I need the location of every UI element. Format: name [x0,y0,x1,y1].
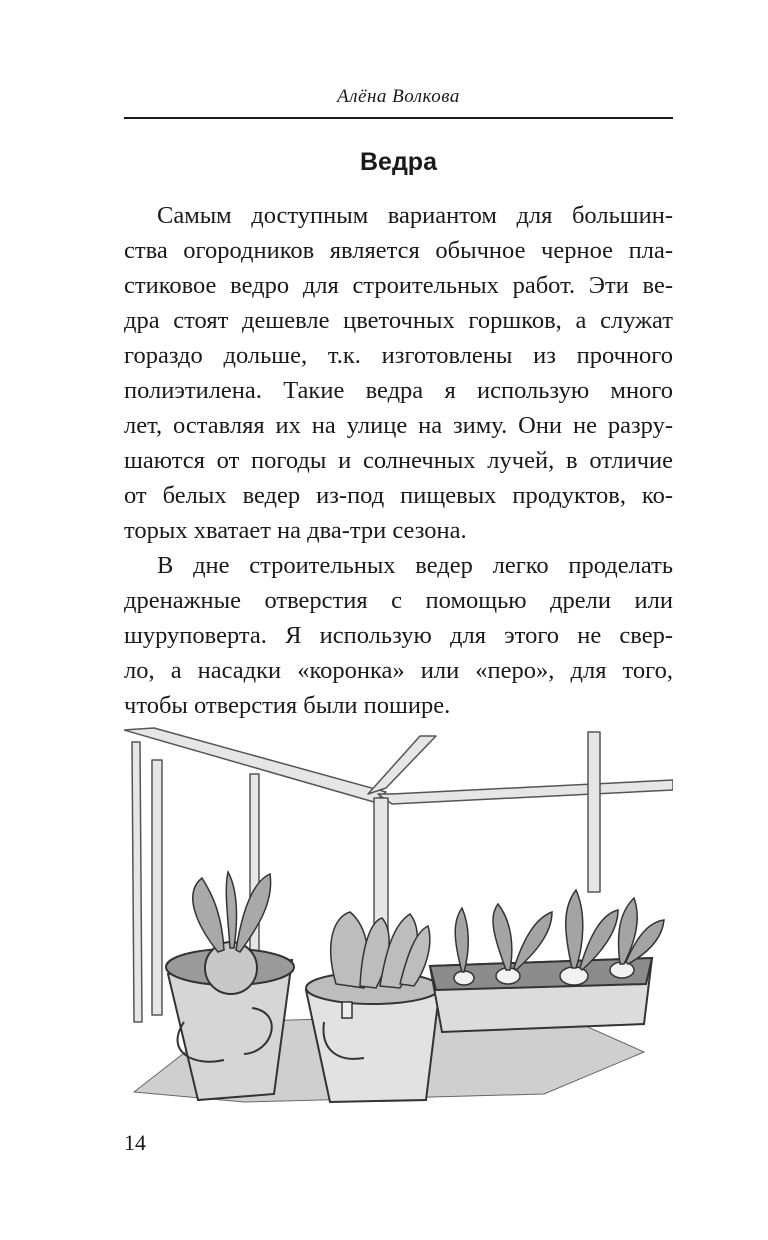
text-line: дра стоят дешевле цветочных горшков, а служат [124,307,673,334]
page-number: 14 [124,1130,146,1155]
text-line: от белых ведер из-под пищевых продуктов, ко- [124,482,673,509]
text-line: В дне строительных ведер легко проделать [157,552,673,579]
section-title: Ведра [359,148,437,176]
text-line: торых хватает на два-три сезона. [124,517,467,544]
greenhouse-illustration [124,722,673,1110]
text-line: ло, а насадки «коронка» или «перо», для того, [124,657,673,684]
paragraph [124,548,673,723]
text-line: стиковое ведро для строительных работ. Эти ве- [124,272,673,299]
bucket-lettuce [306,912,440,1102]
header-rule [124,117,673,119]
text-line: гораздо дольше, т.к. изготовлены из прочного [124,342,673,369]
text-line: полиэтилена. Такие ведра я использую много [124,377,673,404]
planter-beets [430,890,664,1032]
text-line: Самым доступным вариантом для большин- [157,202,673,229]
text-line: шаются от погоды и солнечных лучей, в отличие [124,447,673,474]
text-line: чтобы отверстия были пошире. [124,692,451,719]
paragraph [124,198,673,548]
running-head: Алёна Волкова [337,86,460,107]
text-line: шуруповерта. Я использую для этого не свер- [124,622,673,649]
body-text [124,198,673,723]
text-line: ства огородников является обычное черное пла- [124,237,673,264]
text-line: дренажные отверстия с помощью дрели или [124,587,673,614]
text-line: лет, оставляя их на улице на зиму. Они не разру- [124,412,673,439]
